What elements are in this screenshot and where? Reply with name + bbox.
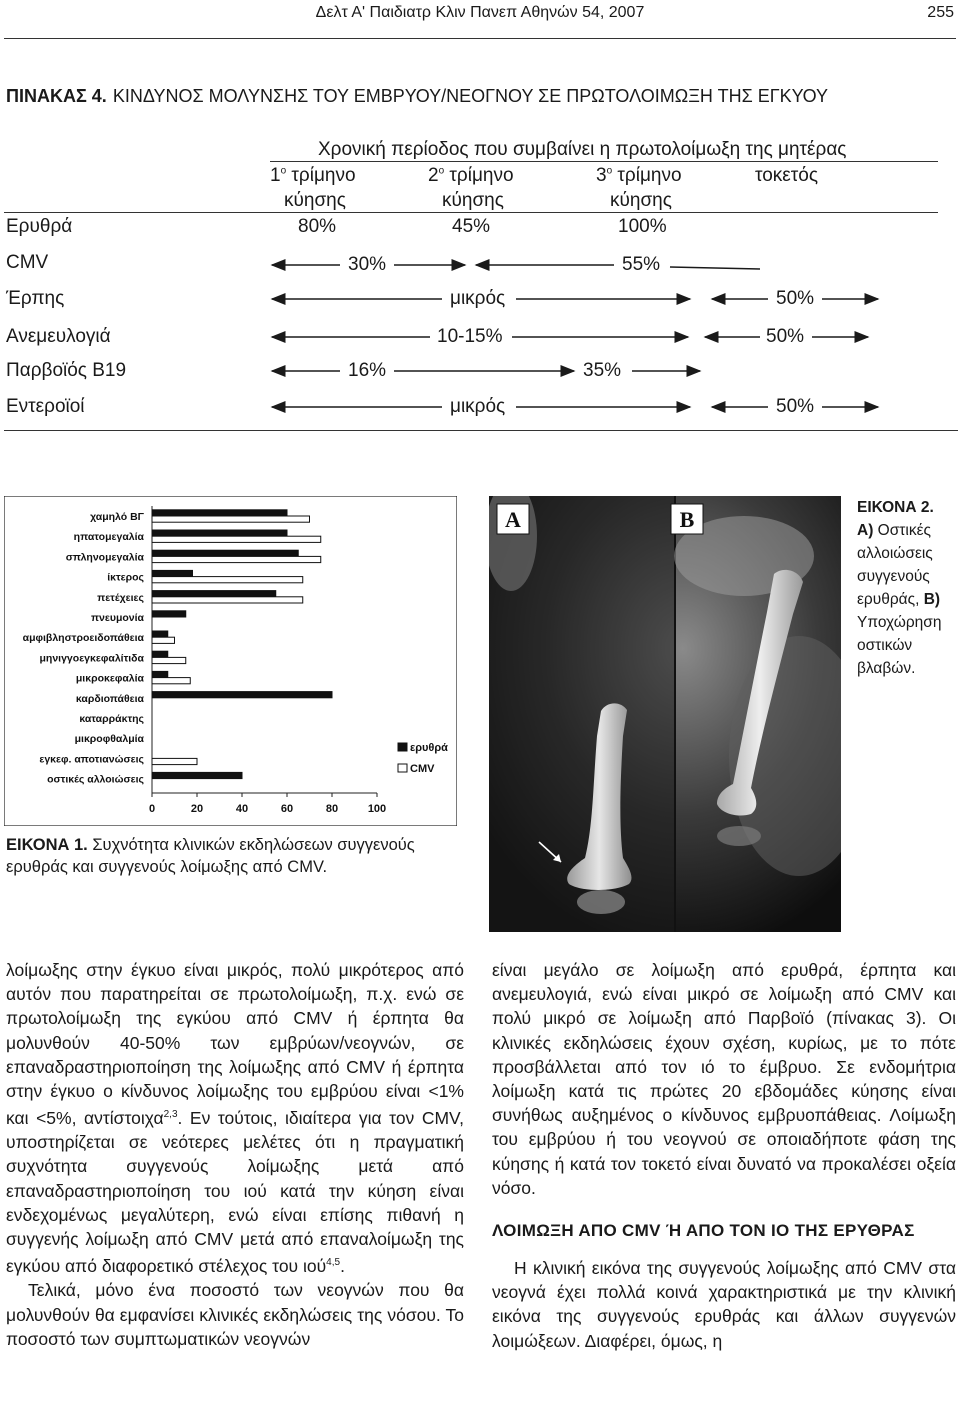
bar-cmv bbox=[152, 556, 321, 562]
legend-swatch-rubella bbox=[398, 743, 407, 751]
row-label-cmv: CMV bbox=[6, 252, 49, 273]
arrow-cmv-2b bbox=[670, 267, 760, 269]
legend-swatch-cmv bbox=[398, 764, 407, 772]
bar-cmv bbox=[152, 657, 186, 663]
herpes-pregnancy: μικρός bbox=[450, 288, 506, 309]
table-arrows bbox=[0, 0, 960, 440]
bar-rubella bbox=[152, 772, 242, 778]
bar-rubella bbox=[152, 570, 193, 576]
row-label-rubella: Ερυθρά bbox=[6, 216, 73, 237]
enterovirus-delivery: 50% bbox=[776, 396, 815, 417]
body-column-left bbox=[6, 958, 464, 1351]
parvo-late: 35% bbox=[583, 360, 622, 381]
col-header-1-line2: κύησης bbox=[284, 190, 346, 211]
bar-cmv bbox=[152, 758, 197, 764]
row-label-herpes: Έρπης bbox=[6, 288, 65, 309]
figure2-caption: ΕΙΚΟΝΑ 2. Α) Οστικές αλλοιώσεις συγγενούς ερυθράς, Β) Υποχώρηση οστικών βλαβών. bbox=[857, 499, 942, 677]
col-header-2-line2: κύησης bbox=[442, 190, 504, 211]
row-label-enterovirus: Εντεροϊοί bbox=[6, 396, 85, 417]
period-header: Χρονική περίοδος που συμβαίνει η πρωτολοίμωξη της μητέρας bbox=[318, 139, 847, 160]
figure1-caption-label: ΕΙΚΟΝΑ 1. bbox=[6, 836, 88, 854]
varicella-pregnancy: 10-15% bbox=[437, 326, 503, 347]
varicella-delivery: 50% bbox=[766, 326, 805, 347]
bar-rubella bbox=[152, 671, 168, 677]
bar-rubella bbox=[152, 510, 287, 516]
parvo-early: 16% bbox=[348, 360, 387, 381]
bar-cmv bbox=[152, 536, 321, 542]
bar-rubella bbox=[152, 550, 298, 556]
right-paragraph-2: Η κλινική εικόνα της συγγενούς λοίμωξης από CMV στα νεογνά έχει πολλά κοινά χαρακτηριστικά με την κλινική εικόνα της συγγενούς ερυθράς και άλλων συγγενών λοιμώξεων. Διαφέρει, όμως, η bbox=[492, 1258, 956, 1351]
enterovirus-pregnancy: μικρός bbox=[450, 396, 506, 417]
rubella-t2: 45% bbox=[452, 216, 491, 237]
table-title-text: ΚΙΝΔΥΝΟΣ ΜΟΛΥΝΣΗΣ ΤΟΥ ΕΜΒΡΥΟΥ/ΝΕΟΓΝΟΥ ΣΕ ΠΡΩΤΟΛΟΙΜΩΞΗ ΤΗΣ ΕΓΚΥΟΥ bbox=[112, 86, 829, 106]
bar-cmv bbox=[152, 678, 190, 684]
category-label: ηπατομεγαλία bbox=[73, 531, 144, 544]
figure2-xray-image bbox=[489, 496, 841, 932]
category-label: ίκτερος bbox=[107, 571, 144, 584]
col-header-2: $2^o$ τρίμηνο bbox=[428, 165, 514, 186]
bar-rubella bbox=[152, 651, 168, 657]
herpes-delivery: 50% bbox=[776, 288, 815, 309]
col-header-1: $1^o$ τρίμηνο bbox=[270, 165, 356, 186]
x-tick-label: 0 bbox=[148, 803, 156, 815]
x-tick-label: 100 bbox=[367, 803, 387, 815]
journal-citation: Δελτ Α' Παιδιατρ Κλιν Πανεπ Αθηνών 54, 2007 bbox=[315, 4, 645, 21]
section-heading: ΛΟΙΜΩΞΗ ΑΠΟ CMV Ή ΑΠΟ ΤΟΝ ΙΟ ΤΗΣ ΕΡΥΘΡΑΣ bbox=[492, 1221, 915, 1241]
category-label: εγκεφ. αποτιανώσεις bbox=[39, 753, 144, 766]
left-paragraph-2: Τελικά, μόνο ένα ποσοστό των νεογνών που θα μολυνθούν θα εμφανίσει κλινικές εκδηλώσεις της νόσου. Το ποσοστό των συμπτωματικών νεογνών bbox=[6, 1280, 464, 1349]
col-header-4: τοκετός bbox=[755, 165, 819, 186]
category-label: αμφιβληστροειδοπάθεια bbox=[22, 632, 144, 645]
figure1-caption bbox=[6, 834, 476, 878]
category-label: καταρράκτης bbox=[79, 713, 144, 725]
panel-label-b: B bbox=[679, 507, 695, 532]
category-label: πετέχειες bbox=[97, 591, 144, 604]
legend-label-rubella: ερυθρά bbox=[410, 742, 448, 754]
table-bottom-rule bbox=[4, 430, 958, 431]
col-header-3: $3^o$ τρίμηνο bbox=[596, 165, 682, 186]
bar-rubella bbox=[152, 530, 287, 536]
bar-rubella bbox=[152, 611, 186, 617]
bar-cmv bbox=[152, 577, 303, 583]
category-label: σπληνομεγαλία bbox=[65, 551, 144, 564]
row-label-varicella: Ανεμευλογιά bbox=[6, 326, 111, 347]
body-column-right bbox=[492, 958, 956, 1353]
figure2-caption-label: ΕΙΚΟΝΑ 2. bbox=[857, 499, 934, 516]
table-label: ΠΙΝΑΚΑΣ 4. bbox=[6, 86, 107, 106]
category-label: οστικές αλλοιώσεις bbox=[47, 773, 144, 786]
category-label: χαμηλό ΒΓ bbox=[90, 511, 144, 523]
bar-rubella bbox=[152, 631, 168, 637]
category-label: μικροκεφαλία bbox=[75, 672, 144, 685]
legend-label-cmv: CMV bbox=[410, 763, 435, 775]
rubella-t1: 80% bbox=[298, 216, 337, 237]
rubella-t3: 100% bbox=[618, 216, 667, 237]
x-tick-label: 60 bbox=[280, 803, 294, 815]
panel-label-a: A bbox=[505, 507, 521, 532]
page-number: 255 bbox=[927, 4, 954, 21]
x-tick-label: 20 bbox=[190, 803, 204, 815]
bar-rubella bbox=[152, 692, 332, 698]
bar-cmv bbox=[152, 516, 310, 522]
category-label: πνευμονία bbox=[90, 612, 144, 624]
category-label: καρδιοπάθεια bbox=[75, 692, 144, 705]
col-header-3-line2: κύησης bbox=[610, 190, 672, 211]
bar-rubella bbox=[152, 591, 276, 597]
bar-cmv bbox=[152, 637, 175, 643]
category-label: μικροφθαλμία bbox=[74, 733, 144, 746]
figure1-caption-text: Συχνότητα κλινικών εκδηλώσεων συγγενούς ερυθράς και συγγενούς λοίμωξης από CMV. bbox=[6, 836, 415, 876]
category-label: μηνιγγοεγκεφαλίτιδα bbox=[39, 652, 144, 665]
x-tick-label: 40 bbox=[235, 803, 249, 815]
row-label-parvovirus: Παρβοϊός Β19 bbox=[6, 360, 127, 381]
cmv-early: 30% bbox=[348, 254, 387, 275]
figure1-bar-chart bbox=[4, 496, 457, 826]
cmv-late: 55% bbox=[622, 254, 661, 275]
right-paragraph-1: είναι μεγάλο σε λοίμωξη από ερυθρά, έρπητα και ανεμευλογιά, ενώ είναι μικρό σε λοίμωξη από CMV και πολύ μικρό σε λοίμωξη από Παρβοϊό (πίνακας 3). Οι κλινικές εκδηλώσεις έχουν σχέση, κυρίως, με το πότε προσβάλλεται από τον ιό το έμβρυο. Σε ενδομήτρια λοίμωξη κατά τις πρώτες 20 εβδομάδες κύησης είναι συνήθως αυξημένος ο κίνδυνος εμβρυοπάθειας. Λοίμωξη του εμβρύου ή του νεογνού σε οποιαδήποτε φάση της κύησης ή κατά τον τοκετό είναι δυνατό να προκαλέσει οξεία νόσο. bbox=[492, 960, 956, 1198]
x-tick-label: 80 bbox=[325, 803, 339, 815]
left-paragraph-1: λοίμωξης στην έγκυο είναι μικρός, πολύ μικρότερος από αυτόν που παρατηρείται σε πρωτολοίμωξη, π.χ. ενώ σε πρωτολοίμωξη της εγκύου από CMV ή έρπητα θα μολυνθούν 40-50% των εμβρύων/νεογνών, σε επαναδραστηριοποίηση της λοίμωξης από CMV ή έρπητα στην έγκυο ο κίνδυνος λοίμωξης του εμβρύου είναι <1% και <5%, αντίστοιχα$^{2,3}$. Εν τούτοις, ιδιαίτερα για τον CMV, υποστηρίζεται σε νεότερες μελέτες ότι η πραγματική συχνότητα συγγενούς λοίμωξης μετά από επαναδραστηριοποίηση του ιού κατά την κύηση είναι ενδεχομένως μεγαλύτερη, ενώ είναι επίσης πιθανή η συγγενής λοίμωξη από CMV μετά από επαναλοίμωξη της εγκύου από διαφορετικό στέλεχος του ιού$^{4,5}$. bbox=[6, 960, 464, 1277]
bar-cmv bbox=[152, 597, 303, 603]
